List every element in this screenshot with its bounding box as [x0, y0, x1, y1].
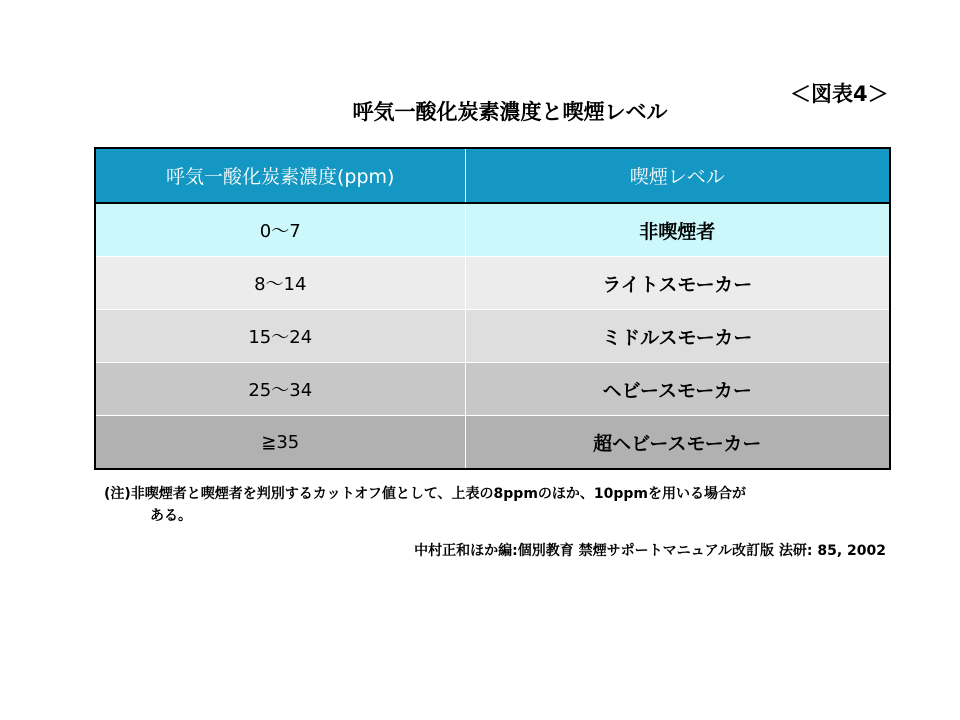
smoking-level-cell: 超ヘビースモーカー: [465, 416, 890, 470]
smoking-level-cell: ヘビースモーカー: [465, 363, 890, 416]
smoking-level-cell: ライトスモーカー: [465, 257, 890, 310]
table-row: [95, 310, 890, 363]
page-title: 呼気一酸化炭素濃度と喫煙レベル: [352, 100, 668, 124]
footnote: [104, 483, 894, 527]
column-header-smoking-level: 喫煙レベル: [465, 148, 890, 203]
figure-label: ＜図表4＞: [790, 82, 889, 106]
co-range-cell: 15〜24: [95, 310, 465, 363]
source-citation: 中村正和ほか編:個別教育 禁煙サポートマニュアル改訂版 法研: 85, 2002: [414, 543, 886, 559]
co-range-cell: 8〜14: [95, 257, 465, 310]
footnote-line: (注)非喫煙者と喫煙者を判別するカットオフ値として、上表の8ppmのほか、10ppmを用いる場合が: [104, 486, 747, 502]
co-range-cell: 0〜7: [95, 203, 465, 257]
co-range-cell: 25〜34: [95, 363, 465, 416]
table-row: [95, 363, 890, 416]
smoking-level-table: [94, 147, 891, 470]
smoking-level-cell: ミドルスモーカー: [465, 310, 890, 363]
table-header-row: [95, 148, 890, 203]
table-row: [95, 257, 890, 310]
footnote-line: ある。: [150, 508, 192, 524]
co-range-cell: ≧35: [95, 416, 465, 470]
column-header-co-concentration: 呼気一酸化炭素濃度(ppm): [95, 148, 465, 203]
table-row: [95, 203, 890, 257]
table-row: [95, 416, 890, 470]
smoking-level-cell: 非喫煙者: [465, 203, 890, 257]
